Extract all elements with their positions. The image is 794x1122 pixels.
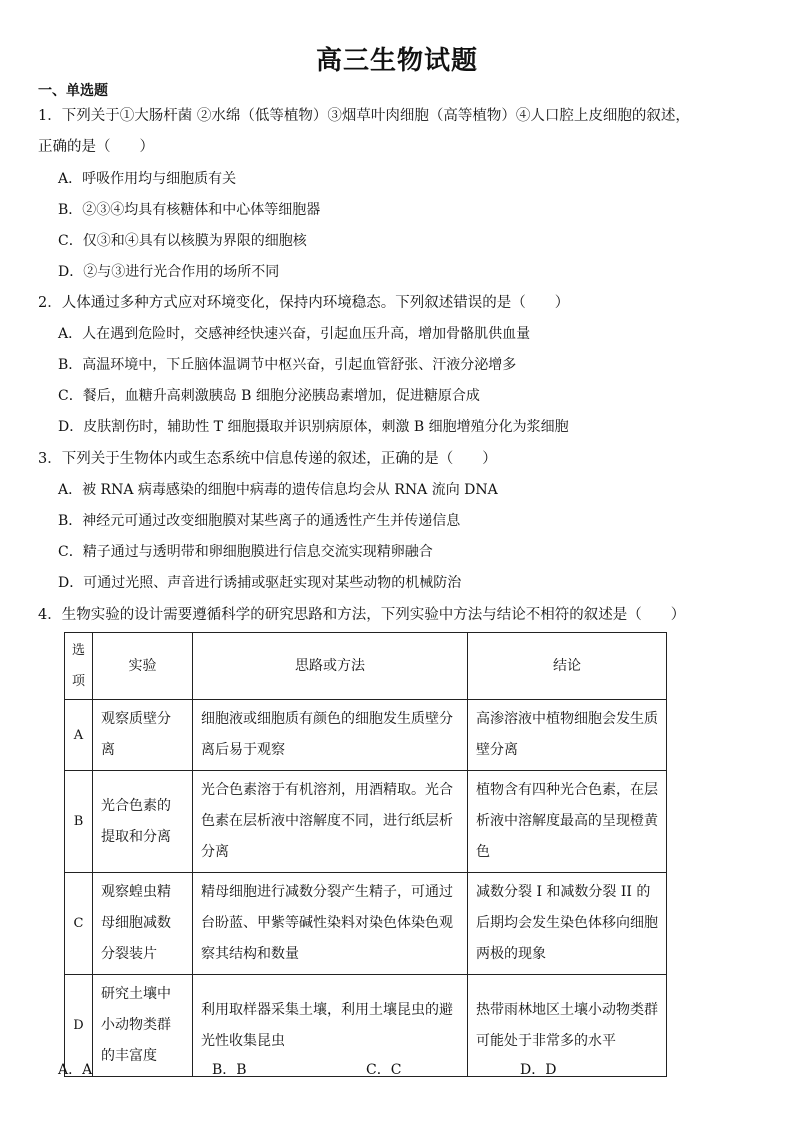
row-method: 利用取样器采集土壤，利用土壤昆虫的避光性收集昆虫 xyxy=(193,975,468,1077)
row-label: D xyxy=(65,975,93,1077)
row-method: 精母细胞进行减数分裂产生精子，可通过台盼蓝、甲紫等碱性染料对染色体染色观察其结构和数量 xyxy=(193,873,468,975)
row-conclusion: 植物含有四种光合色素，在层析液中溶解度最高的呈现橙黄色 xyxy=(468,771,667,873)
experiment-table xyxy=(64,632,667,1077)
row-method: 光合色素溶于有机溶剂，用酒精取。光合色素在层析液中溶解度不同，进行纸层析分离 xyxy=(193,771,468,873)
question-1-stem-cont: 正确的是（ ） xyxy=(38,139,154,155)
table-row xyxy=(65,700,667,771)
header-experiment: 实验 xyxy=(93,633,193,700)
row-label: B xyxy=(65,771,93,873)
row-experiment: 光合色素的提取和分离 xyxy=(93,771,193,873)
header-method: 思路或方法 xyxy=(193,633,468,700)
row-conclusion: 热带雨林地区土壤小动物类群可能处于非常多的水平 xyxy=(468,975,667,1077)
question-1-option-c: C．仅③和④具有以核膜为界限的细胞核 xyxy=(58,233,307,249)
question-3-stem: 3．下列关于生物体内或生态系统中信息传递的叙述，正确的是（ ） xyxy=(38,451,497,467)
table-row xyxy=(65,771,667,873)
question-2-option-a: A．人在遇到危险时，交感神经快速兴奋，引起血压升高，增加骨骼肌供血量 xyxy=(58,326,531,342)
header-conclusion: 结论 xyxy=(468,633,667,700)
row-experiment: 研究土壤中小动物类群的丰富度 xyxy=(93,975,193,1077)
question-1-stem: 1．下列关于①大肠杆菌 ②水绵（低等植物）③烟草叶肉细胞（高等植物）④人口腔上皮细胞的叙述， xyxy=(38,108,690,124)
question-3-option-a: A．被 RNA 病毒感染的细胞中病毒的遗传信息均会从 RNA 流向 DNA xyxy=(58,482,498,498)
row-label: C xyxy=(65,873,93,975)
question-1-option-d: D．②与③进行光合作用的场所不同 xyxy=(58,264,280,280)
row-label: A xyxy=(65,700,93,771)
page-title: 高三生物试题 xyxy=(315,46,478,76)
question-4-stem: 4．生物实验的设计需要遵循科学的研究思路和方法，下列实验中方法与结论不相符的叙述是（ ） xyxy=(38,607,686,623)
question-1-option-b: B．②③④均具有核糖体和中心体等细胞器 xyxy=(58,202,321,218)
question-2-stem: 2．人体通过多种方式应对环境变化，保持内环境稳态。下列叙述错误的是（ ） xyxy=(38,295,570,311)
table-row xyxy=(65,873,667,975)
row-method: 细胞液或细胞质有颜色的细胞发生质壁分离后易于观察 xyxy=(193,700,468,771)
row-experiment: 观察蝗虫精母细胞减数分裂装片 xyxy=(93,873,193,975)
question-4-option-c: C．C xyxy=(366,1062,402,1078)
question-3-option-d: D．可通过光照、声音进行诱捕或驱赶实现对某些动物的机械防治 xyxy=(58,575,462,591)
header-option: 选项 xyxy=(65,633,93,700)
question-1-option-a: A．呼吸作用均与细胞质有关 xyxy=(58,171,237,187)
row-experiment: 观察质壁分离 xyxy=(93,700,193,771)
question-2-option-d: D．皮肤割伤时，辅助性 T 细胞摄取并识别病原体，刺激 B 细胞增殖分化为浆细胞 xyxy=(58,419,569,435)
question-4-option-b: B．B xyxy=(212,1062,247,1078)
row-conclusion: 减数分裂 I 和减数分裂 II 的后期均会发生染色体移向细胞两极的现象 xyxy=(468,873,667,975)
question-3-option-b: B．神经元可通过改变细胞膜对某些离子的通透性产生并传递信息 xyxy=(58,513,461,529)
row-conclusion: 高渗溶液中植物细胞会发生质壁分离 xyxy=(468,700,667,771)
question-2-option-c: C．餐后，血糖升高刺激胰岛 B 细胞分泌胰岛素增加，促进糖原合成 xyxy=(58,388,480,404)
table-header-row xyxy=(65,633,667,700)
question-4-option-a: A．A xyxy=(58,1062,93,1078)
question-3-option-c: C．精子通过与透明带和卵细胞膜进行信息交流实现精卵融合 xyxy=(58,544,433,560)
question-4-option-d: D．D xyxy=(520,1062,557,1078)
question-2-option-b: B．高温环境中，下丘脑体温调节中枢兴奋，引起血管舒张、汗液分泌增多 xyxy=(58,357,517,373)
section-heading: 一、单选题 xyxy=(38,83,108,99)
